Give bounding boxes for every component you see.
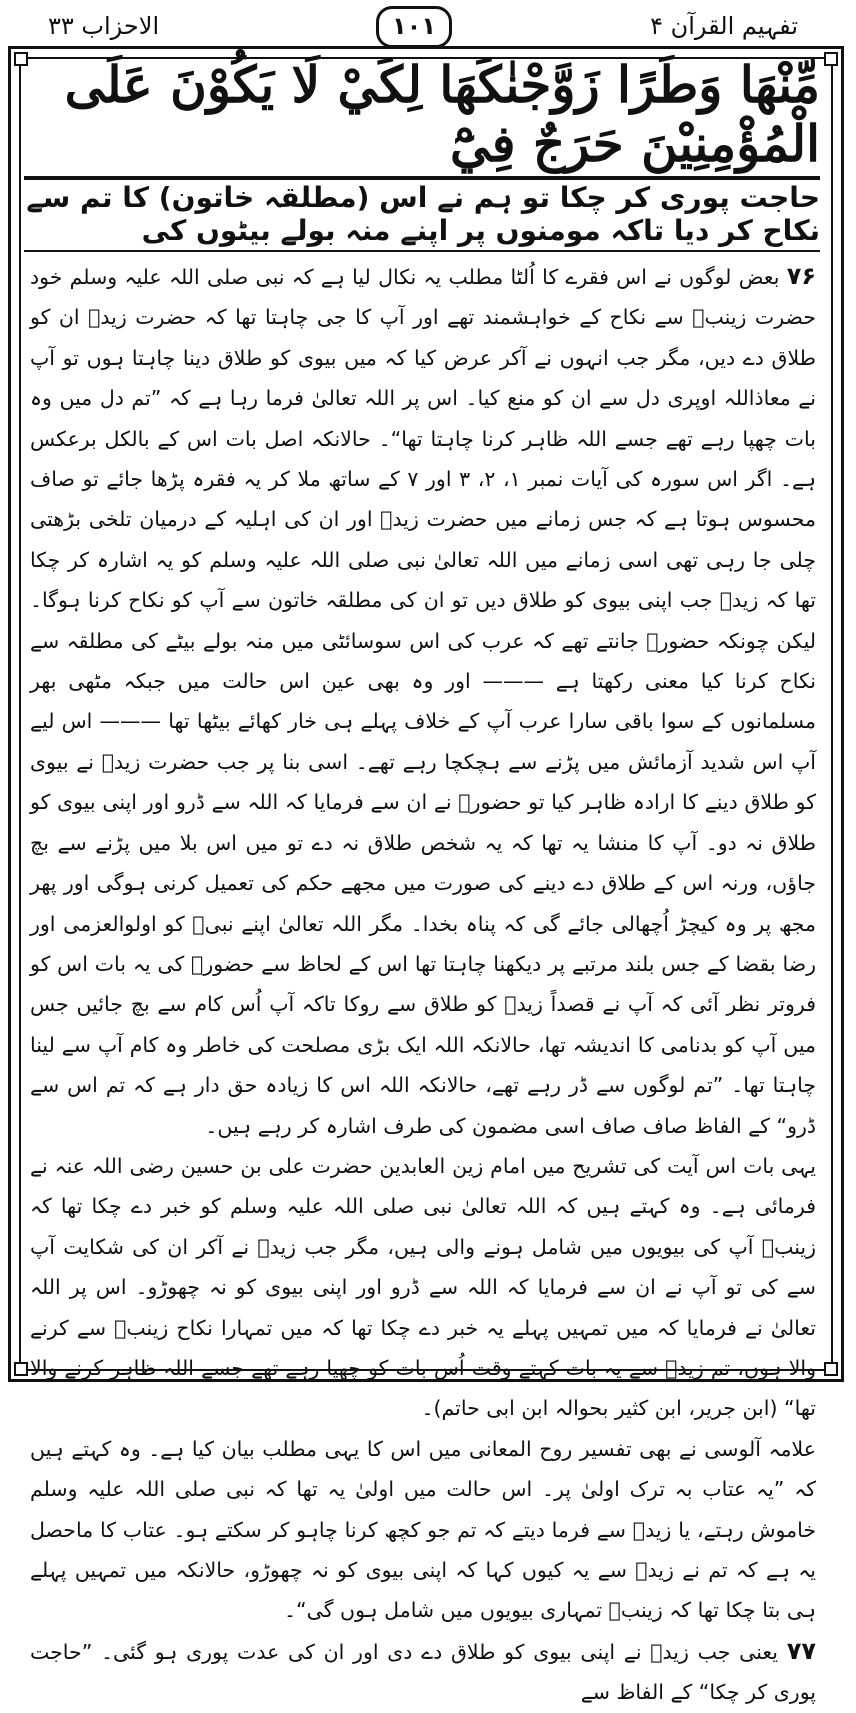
divider bbox=[24, 178, 820, 180]
commentary-text: بعض لوگوں نے اس فقرے کا اُلٹا مطلب یہ نکال لیا ہے کہ نبی صلی اللہ علیہ وسلم خود حضرت زینبؓ سے نکاح کے خواہشمند تھے اور آپ کا جی چاہتا تھا کہ حضرت زیدؓ ان کو طلاق دے دیں، مگر جب انہوں نے آکر عرض کیا کہ میں بیوی کو طلاق دینا چاہتا ہوں تو آپ نے معاذاللہ اوپری دل سے ان کو منع کیا۔ اس پر اللہ تعالیٰ فرما رہا ہے کہ ”تم دل میں وہ بات چھپا رہے تھے جسے اللہ ظاہر کرنا چاہتا تھا“۔ حالانکہ اصل بات اس کے بالکل برعکس ہے۔ اگر اس سورہ کی آیات نمبر ۱، ۲، ۳ اور ۷ کے ساتھ ملا کر یہ فقرہ پڑھا جائے تو صاف محسوس ہوتا ہے کہ جس زمانے میں حضرت زیدؓ اور ان کی اہلیہ کے درمیان تلخی بڑھتی چلی جا رہی تھی اسی زمانے میں اللہ تعالیٰ نبی صلی اللہ علیہ وسلم کو یہ اشارہ کر چکا تھا کہ زیدؓ جب اپنی بیوی کو طلاق دیں تو ان کی مطلقہ خاتون سے آپ کو نکاح کرنا ہوگا۔ لیکن چونکہ حضورؐ جانتے تھے کہ عرب کی اس سوسائٹی میں منہ بولے بیٹے کی مطلقہ سے نکاح کرنا کیا معنی رکھتا ہے ——— اور وہ بھی عین اس حالت میں جبکہ مٹھی بھر مسلمانوں کے سوا باقی سارا عرب آپ کے خلاف پہلے ہی خار کھائے بیٹھا تھا ——— اس لیے آپ اس شدید آزمائش میں پڑنے سے ہچکچا رہے تھے۔ اسی بنا پر جب حضرت زیدؓ نے بیوی کو طلاق دینے کا ارادہ ظاہر کیا تو حضورؐ نے ان سے فرمایا کہ اللہ سے ڈرو اور اپنی بیوی کو طلاق نہ دو۔ آپ کا منشا یہ تھا کہ یہ شخص طلاق نہ دے تو میں اس بلا میں پڑنے سے بچ جاؤں، ورنہ اس کے طلاق دے دینے کی صورت میں مجھے حکم کی تعمیل کرنی ہوگی اور پھر مجھ پر وہ کیچڑ اُچھالی جائے گی کہ پناہ بخدا۔ مگر اللہ تعالیٰ اپنے نبیؐ کو اولوالعزمی اور رضا بقضا کے جس بلند مرتبے پر دیکھنا چاہتا تھا اس کے لحاظ سے حضورؐ کی یہ بات اس کو فروتر نظر آئی کہ آپ نے قصداً زیدؓ کو طلاق سے روکا تاکہ آپ اُس کام سے بچ جائیں جس میں آپ کو بدنامی کا اندیشہ تھا، حالانکہ اللہ ایک بڑی مصلحت کی خاطر وہ کام آپ سے لینا چاہتا تھا۔ ”تم لوگوں سے ڈر رہے تھے، حالانکہ اللہ اس کا زیادہ حق دار ہے کہ تم اس سے ڈرو“ کے الفاظ صاف صاف اسی مضمون کی طرف اشارہ کر رہے ہیں۔ bbox=[30, 265, 816, 1138]
corner-ornament bbox=[824, 1362, 838, 1376]
commentary bbox=[30, 256, 816, 1705]
commentary-paragraph bbox=[30, 256, 816, 1146]
divider bbox=[24, 250, 820, 252]
footnote-marker: ۷۶ bbox=[786, 262, 816, 290]
urdu-translation: حاجت پوری کر چکا تو ہم نے اس (مطلقہ خاتون) کا تم سے نکاح کر دیا تاکہ مومنوں پر اپنے منہ بولے بیٹوں کی bbox=[26, 181, 820, 247]
commentary-paragraph: علامہ آلوسی نے بھی تفسیر روح المعانی میں اس کا یہی مطلب بیان کیا ہے۔ وہ کہتے ہیں کہ ”یہ عتاب بہ ترک اولیٰ پر۔ اس حالت میں اولیٰ یہ تھا کہ نبی صلی اللہ علیہ وسلم خاموش رہتے، یا زیدؓ سے فرما دیتے کہ تم جو کچھ کرنا چاہو کر سکتے ہو۔ عتاب کا ماحصل یہ ہے کہ تم نے زیدؓ سے یہ کیوں کہا کہ اپنی بیوی کو نہ چھوڑو، حالانکہ میں تمہیں پہلے ہی بتا چکا تھا کہ زینبؓ تمہاری بیویوں میں شامل ہوں گی“۔ bbox=[30, 1436, 816, 1623]
corner-ornament bbox=[14, 1362, 28, 1376]
running-head bbox=[0, 6, 856, 46]
arabic-verse: مِّنْهَا وَطَرًا زَوَّجْنٰكَهَا لِكَيْ لَا يَكُوْنَ عَلَى الْمُؤْمِنِيْنَ حَرَجٌ فِيْٓ bbox=[64, 55, 820, 173]
commentary-paragraph bbox=[30, 1631, 816, 1713]
page-number: ۱۰۱ bbox=[376, 6, 452, 48]
commentary-text: یعنی جب زیدؓ نے اپنی بیوی کو طلاق دے دی اور ان کی عدت پوری ہو گئی۔ ”حاجت پوری کر چکا“ کے الفاظ سے bbox=[30, 1639, 816, 1705]
commentary-paragraph: یہی بات اس آیت کی تشریح میں امام زین العابدین حضرت علی بن حسین رضی اللہ عنہ نے فرمائی ہے۔ وہ کہتے ہیں کہ اللہ تعالیٰ نبی صلی اللہ علیہ وسلم کو خبر دے چکا تھا کہ زینبؓ آپ کی بیویوں میں شامل ہونے والی ہیں، مگر جب زیدؓ نے آکر ان کی شکایت آپ سے کی تو آپ نے ان سے فرمایا کہ اللہ سے ڈرو اور اپنی بیوی کو نہ چھوڑو۔ اس پر اللہ تعالیٰ نے فرمایا کہ میں تمہیں پہلے یہ خبر دے چکا تھا کہ میں تمہارا نکاح زینبؓ سے کرنے والا ہوں، تم زیدؓ سے یہ بات کہتے وقت اُس بات کو چھپا رہے تھے جسے اللہ ظاہر کرنے والا تھا“ (ابن جریر، ابن کثیر بحوالہ ابن ابی حاتم)۔ bbox=[30, 1153, 816, 1421]
running-head-surah-name: الاحزاب ۳۳ bbox=[48, 12, 160, 40]
footnote-marker: ۷۷ bbox=[786, 1636, 816, 1665]
running-head-book-title: تفہیم القرآن ۴ bbox=[650, 12, 798, 40]
corner-ornament bbox=[824, 52, 838, 66]
